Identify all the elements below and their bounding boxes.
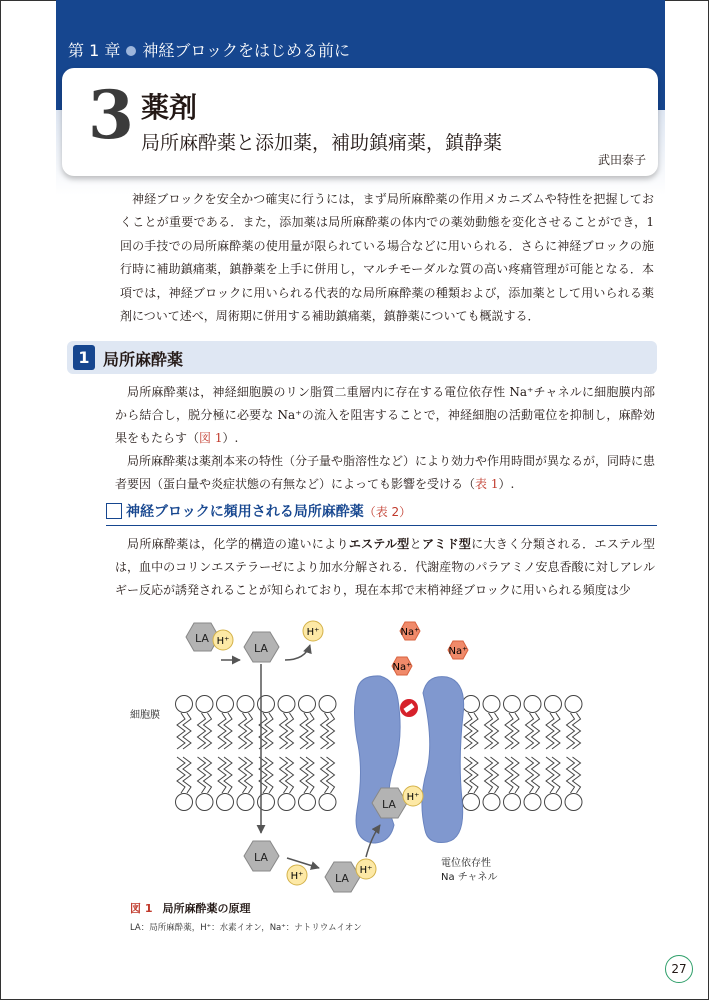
lipid-tail: [567, 757, 575, 793]
lipid-tail: [485, 757, 493, 793]
author-name: 武田泰子: [597, 153, 646, 167]
amide-type-term: アミド型: [421, 537, 472, 551]
lipid-tail: [280, 757, 288, 793]
lipid-head: [237, 696, 254, 713]
lipid-tail: [280, 713, 288, 749]
figure-note: LA：局所麻酔薬，H⁺：水素イオン，Na⁺：ナトリウムイオン: [130, 923, 362, 933]
sub1-text-a: 局所麻酔薬は，化学的構造の違いにより: [127, 537, 349, 551]
proton: [287, 865, 307, 885]
lipid-head: [176, 794, 193, 811]
la-molecule: [244, 632, 279, 662]
lipid-head: [524, 794, 541, 811]
lipid-head: [237, 794, 254, 811]
sodium-ion: [448, 641, 468, 659]
lipid-head: [299, 696, 316, 713]
lipid-head: [176, 696, 193, 713]
ester-type-term: エステル型: [348, 537, 410, 551]
lipid-head: [504, 794, 521, 811]
intro-paragraph: 神経ブロックを安全かつ確実に行うには，まず局所麻酔薬の作用メカニズムや特性を把握しておくことが重要である．また，添加薬は局所麻酔薬の体内での薬効動態を変化させることができ，1回の手技での局所麻酔薬の使用量が限られている場合などに用いられる．さらに神経ブロックの施行時に補助鎮痛薬，鎮静薬を上手に併用し，マルチモーダルな質の高い疼痛管理が可能となる．本項では，神経ブロックに用いられる代表的な局所麻酔薬の種類および，添加薬として用いられる薬剤について述べ，周術期に併用する補助鎮痛薬，鎮静薬についても概説する．: [120, 192, 654, 324]
na-channel-right: [422, 677, 464, 843]
lipid-head: [524, 696, 541, 713]
lipid-tail: [239, 757, 247, 793]
table-2-ref-link[interactable]: （表 2）: [363, 505, 412, 519]
lipid-tail: [505, 713, 513, 749]
figure-caption-title: 局所麻酔薬の原理: [162, 902, 251, 915]
proton: [303, 621, 323, 641]
figure-caption: [130, 900, 250, 916]
lipid-head: [258, 696, 275, 713]
lipid-head: [217, 794, 234, 811]
figure-caption-number: 図 1: [130, 902, 153, 915]
lipid-tail: [177, 713, 185, 749]
proton: [213, 630, 233, 650]
lipid-tail: [546, 757, 554, 793]
section-heading-title: 局所麻酔薬: [103, 350, 184, 369]
svg-text:Na⁺: Na⁺: [448, 646, 468, 657]
lipid-head: [463, 794, 480, 811]
sub1-text-c: に大きく分類される．エステル型は，血中のコリンエステラーゼにより加水分解される．代謝産物のパラアミノ安息香酸に対しアレルギー反応が誘発されることが知られており，現在本邦で末梢神経ブロックに用いられる頻度は少: [115, 537, 655, 597]
lipid-tail: [321, 713, 329, 749]
svg-text:H⁺: H⁺: [290, 871, 304, 882]
lipid-head: [278, 696, 295, 713]
lipid-head: [483, 696, 500, 713]
figure-ref-link[interactable]: 図 1: [199, 431, 223, 445]
channel-label-line-1: 電位依存性: [441, 858, 491, 869]
page-number: 27: [665, 955, 693, 983]
proton: [356, 859, 376, 879]
lipid-tail: [218, 757, 226, 793]
lipid-tail: [464, 713, 472, 749]
lipid-tail: [198, 757, 206, 793]
svg-text:H⁺: H⁺: [359, 865, 373, 876]
page-title: 薬剤: [141, 91, 198, 124]
proton: [403, 786, 423, 806]
lipid-tail: [259, 713, 267, 749]
membrane-label: 細胞膜: [130, 710, 160, 721]
lipid-tail: [567, 713, 575, 749]
lipid-tail: [321, 757, 329, 793]
lipid-head: [217, 696, 234, 713]
la-molecule: [325, 862, 360, 892]
section-heading-number: 1: [73, 345, 95, 370]
lipid-head: [278, 794, 295, 811]
lipid-head: [196, 696, 213, 713]
sodium-ion: [392, 657, 412, 675]
lipid-tail: [526, 757, 534, 793]
lipid-head: [483, 794, 500, 811]
svg-text:LA: LA: [254, 851, 268, 864]
lipid-head: [565, 794, 582, 811]
lipid-tail: [239, 713, 247, 749]
svg-text:LA: LA: [382, 798, 396, 811]
table-ref-link[interactable]: 表 1: [475, 477, 499, 491]
lipid-tail: [485, 713, 493, 749]
svg-text:H⁺: H⁺: [306, 627, 320, 638]
lipid-tail: [177, 757, 185, 793]
sec1-p1-text: 局所麻酔薬は，神経細胞膜のリン脂質二重層内に存在する電位依存性 Na⁺チャネルに細胞膜内部から結合し，脱分極に必要な Na⁺の流入を阻害することで，神経細胞の活動電位を抑制し，麻酔効果をもたらす（: [115, 385, 655, 445]
lipid-tail: [218, 713, 226, 749]
lipid-tail: [198, 713, 206, 749]
svg-text:LA: LA: [195, 632, 209, 645]
arrow: [285, 645, 310, 660]
lipid-head: [299, 794, 316, 811]
svg-text:H⁺: H⁺: [406, 792, 420, 803]
lipid-tail: [546, 713, 554, 749]
page-subtitle: 局所麻酔薬と添加薬，補助鎮痛薬，鎮静薬: [141, 132, 503, 154]
svg-text:Na⁺: Na⁺: [392, 662, 412, 673]
lipid-head: [565, 696, 582, 713]
lipid-head: [545, 794, 562, 811]
svg-text:Na⁺: Na⁺: [400, 627, 420, 638]
sec1-p2-text: 局所麻酔薬は薬剤本来の特性（分子量や脂溶性など）により効力や作用時間が異なるが，同時に患者要因（蛋白量や炎症状態の有無など）によっても影響を受ける（: [115, 454, 656, 491]
svg-text:H⁺: H⁺: [216, 636, 230, 647]
lipid-head: [463, 696, 480, 713]
lipid-tail: [259, 757, 267, 793]
lipid-tail: [526, 713, 534, 749]
block-icon: [400, 699, 418, 717]
lipid-tail: [300, 757, 308, 793]
lipid-tail: [300, 713, 308, 749]
sec1-p1-end: ）.: [222, 431, 239, 445]
svg-text:LA: LA: [335, 872, 349, 885]
section-number: 3: [88, 76, 134, 154]
lipid-head: [319, 696, 336, 713]
lipid-head: [196, 794, 213, 811]
sec1-p2-end: ）.: [498, 477, 515, 491]
chapter-label: 第 1 章: [68, 41, 121, 60]
lipid-head: [545, 696, 562, 713]
sub1-text-b: と: [409, 537, 422, 551]
sodium-ion: [400, 622, 420, 640]
lipid-tail: [464, 757, 472, 793]
channel-label-line-2: Na チャネル: [441, 872, 498, 883]
lipid-head: [319, 794, 336, 811]
subsection-title-text: 神経ブロックに頻用される局所麻酔薬: [126, 504, 364, 520]
lipid-tail: [505, 757, 513, 793]
svg-text:LA: LA: [254, 642, 268, 655]
lipid-head: [504, 696, 521, 713]
chapter-title: 神経ブロックをはじめる前に: [142, 41, 351, 60]
lipid-head: [258, 794, 275, 811]
la-molecule: [244, 841, 279, 871]
